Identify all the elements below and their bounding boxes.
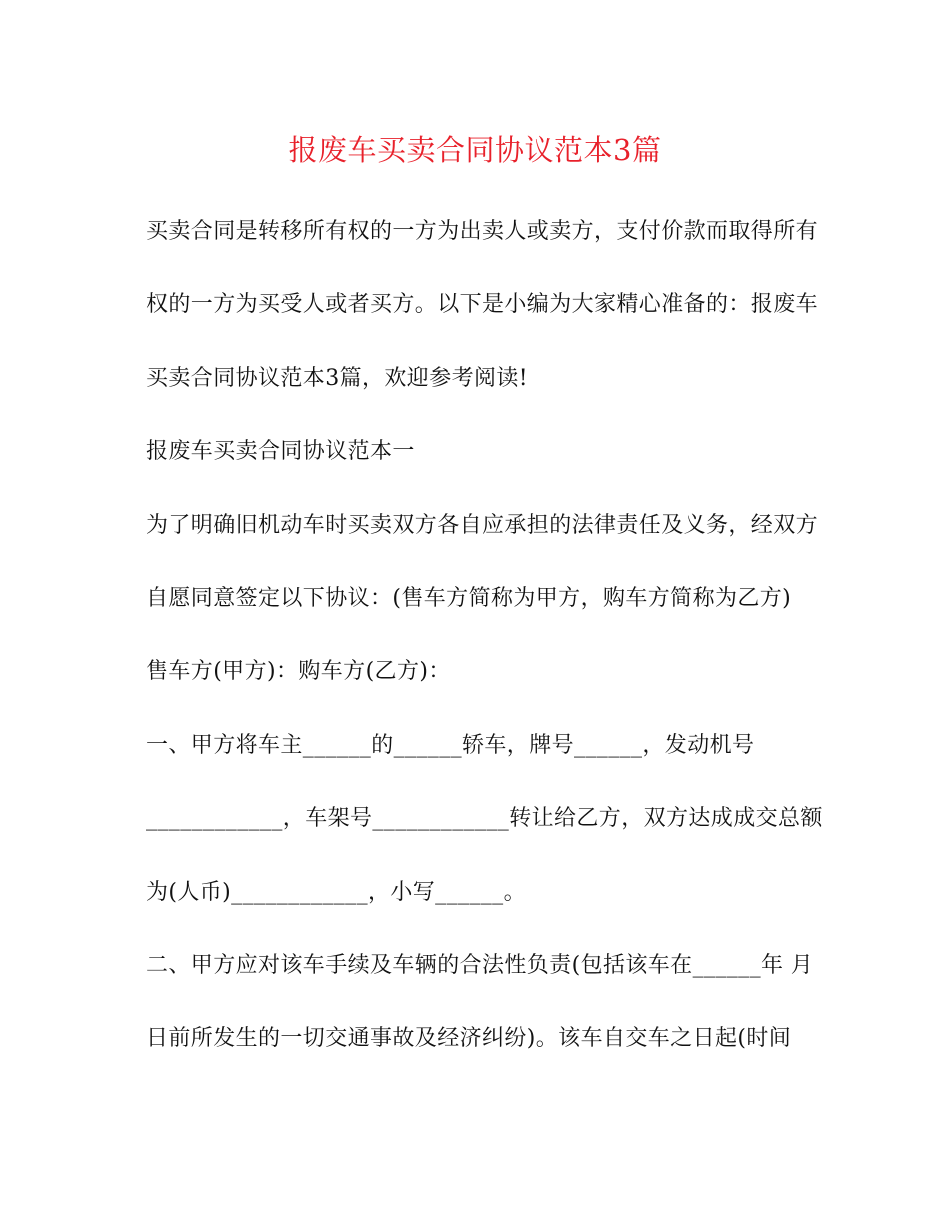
clause-2-line-2: 日前所发生的一切交通事故及经济纠纷)。该车自交车之日起(时间 [146,1026,792,1052]
document-title: 报废车买卖合同协议范本3篇 [288,133,662,167]
section-heading-1: 报废车买卖合同协议范本一 [146,439,415,465]
intro-line-3: 买卖合同协议范本3篇，欢迎参考阅读! [146,365,529,391]
intro-line-1: 买卖合同是转移所有权的一方为出卖人或卖方，支付价款而取得所有 [146,219,819,244]
clause-1-line-2: ____________，车架号____________转让给乙方，双方达成成交总额 [146,806,823,832]
parties-line: 售车方(甲方)：购车方(乙方)： [146,659,451,685]
clause-1-line-1: 一、甲方将车主______的______轿车，牌号______，发动机号 [146,732,755,758]
paragraph-line-1: 为了明确旧机动车时买卖双方各自应承担的法律责任及义务，经双方 [146,512,819,538]
document-body [146,210,823,1091]
clause-1-line-3: 为(人币)____________，小写______。 [146,879,526,905]
clause-2-line-1: 二、甲方应对该车手续及车辆的合法性负责(包括该车在______年 月 [146,952,814,978]
paragraph-line-2: 自愿同意签定以下协议：(售车方简称为甲方，购车方简称为乙方) [146,585,792,611]
intro-line-2: 权的一方为买受人或者买方。以下是小编为大家精心准备的：报废车 [146,292,819,318]
